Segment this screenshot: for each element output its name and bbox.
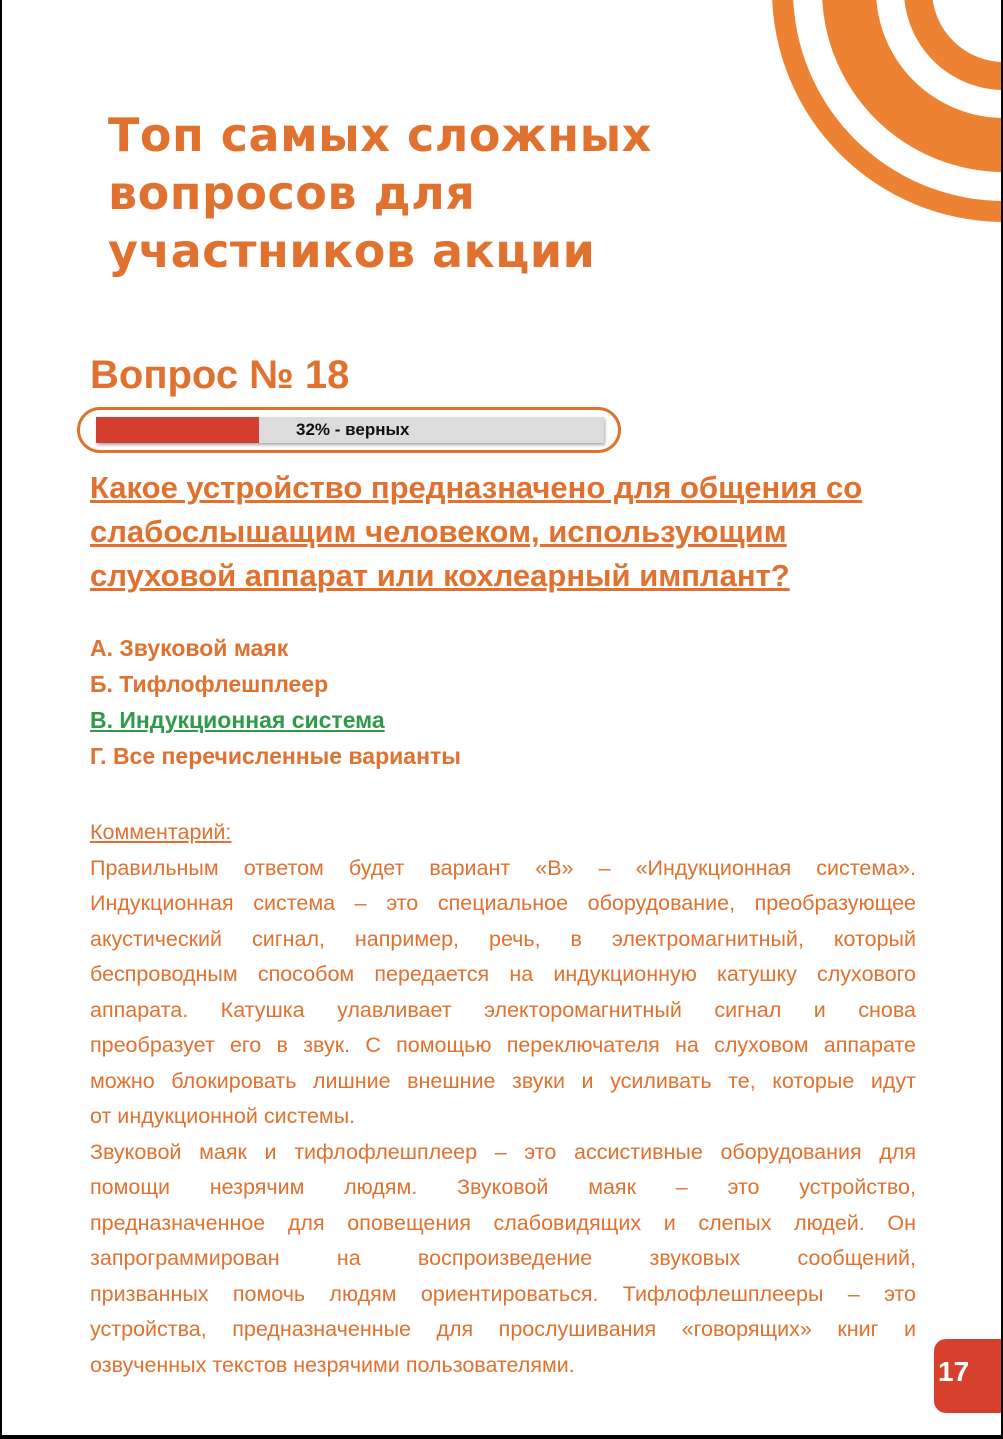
answer-option-b: Б. Тифлофлешплеер — [90, 671, 329, 697]
comment-line: запрограммирован на воспроизведение звуковых сообщений, — [90, 1246, 916, 1270]
comment-section — [90, 815, 916, 1383]
title-line: вопросов для — [108, 166, 476, 220]
comment-line: устройства, предназначенные для прослушивания «говорящих» книг и — [90, 1317, 916, 1341]
comment-line: Индукционная система – это специальное оборудование, преобразующее — [90, 891, 916, 915]
comment-line: преобразует его в звук. С помощью переключателя на слуховом аппарате — [90, 1033, 916, 1057]
answer-list — [90, 630, 461, 774]
question-text — [90, 466, 890, 598]
comment-line: аппарата. Катушка улавливает электоромагнитный сигнал и снова — [90, 997, 916, 1022]
comment-heading: Комментарий: — [90, 820, 232, 844]
question-line: Какое устройство предназначено для общения со — [90, 470, 863, 505]
page — [2, 0, 1001, 1435]
comment-line: акустический сигнал, например, речь, в электромагнитный, который — [90, 926, 916, 951]
question-number: Вопрос № 18 — [90, 353, 350, 397]
comment-line: Правильным ответом будет вариант «В» – «Индукционная система». — [90, 855, 916, 880]
answer-option-d: Г. Все перечисленные варианты — [90, 743, 461, 769]
comment-line: помощи незрячим людям. Звуковой маяк – это устройство, — [90, 1175, 916, 1199]
answer-option-a: А. Звуковой маяк — [90, 635, 289, 661]
title-line: Топ самых сложных — [108, 108, 652, 162]
comment-line: призванных помочь людям ориентироваться. Тифлофлешплееры – это — [90, 1281, 916, 1306]
question-line: слуховой аппарат или кохлеарный имплант? — [90, 558, 790, 593]
comment-line: от индукционной системы. — [90, 1104, 356, 1128]
page-number: 17 — [934, 1339, 1001, 1413]
answer-option-c-correct: В. Индукционная система — [90, 707, 385, 733]
comment-line: можно блокировать лишние внешние звуки и усиливать те, которые идут — [90, 1068, 916, 1093]
comment-line: Звуковой маяк и тифлофлешплеер – это ассистивные оборудования для — [90, 1139, 916, 1164]
title-line: участников акции — [108, 224, 596, 278]
progress-label: 32% - верных — [296, 420, 410, 439]
comment-line: озвученных текстов незрячими пользователями. — [90, 1352, 575, 1377]
comment-line: беспроводным способом передается на индукционную катушку слухового — [90, 962, 916, 986]
correct-answers-progress — [77, 407, 621, 453]
question-line: слабослышащим человеком, использующим — [90, 514, 787, 549]
page-title — [108, 106, 652, 280]
comment-line: предназначенное для оповещения слабовидящих и слепых людей. Он — [90, 1210, 916, 1235]
progress-track — [96, 417, 604, 443]
progress-fill — [96, 417, 259, 443]
